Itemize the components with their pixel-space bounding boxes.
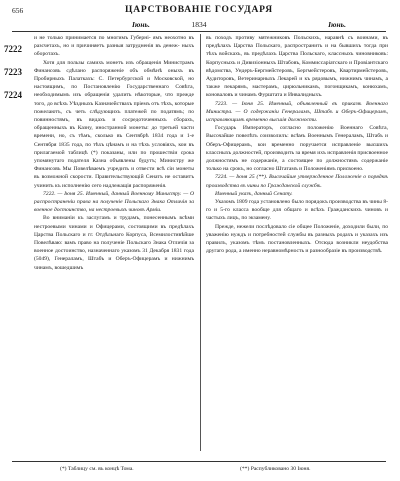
paragraph: Государь Императоръ, согласно положенію Военнаго Совѣта, Высочайше повелѣть соизволилъ: всѣмъ Военнымъ Генераламъ, Штабъ и Оберъ-Офицерамъ, кои временно поручается исправленіе высшихъ классныхъ должностей, производить за время ихъ исправленія присвоенное должностямъ не содержаніе, а состоящее по должностямъ содержаніе только на срокъ, но согласно Штатамъ и Положеніямъ присвоено. — [206, 125, 388, 173]
column-divider — [200, 34, 201, 451]
year: 1834 — [191, 20, 207, 29]
left-column — [34, 34, 194, 272]
decree-title: 7224. — Iюня 25 (**). Высочайше утвержденное Положеніе о порядкѣ производства въ чины по Гражданской службѣ. — [206, 174, 388, 189]
footnote-rule — [12, 461, 386, 462]
margin-number: 7224 — [4, 90, 22, 100]
month-right: Iюнь. — [328, 20, 346, 29]
decree-title: 7223. — Iюня 25. Именный, объявленный въ приказѣ Военнаго Министра. — О содержаніи Генераламъ, Штабъ и Оберъ-Офицерамъ, исправляющимъ временно высшія должности. — [206, 100, 388, 124]
footnote-right: (**) Распубликовано 30 Iюня. — [240, 466, 311, 472]
paragraph: въ походъ противу мятежниковъ Польскихъ, наравнѣ съ воинами, въ предѣлахъ Царства Польскаго, распространить и на бывшихъ тогда при тѣхъ войскахъ, въ предѣлахъ Царства Польскаго, классныхъ чиновниковъ: Корпусныхъ и Дивизіонныхъ Штабовъ, Коммиссаріатскаго и Провіантскаго вѣдомства, Ундеръ-Бергмейстеровъ, Бергмейстеровъ, Квартирмейстеровъ, Аудиторовъ, Ветеринарныхъ Лекарей и къ рядовымъ, нижнимъ чинамъ, а также пекарямъ, мастерамъ, цирюльникамъ, погонщикамъ, конюхамъ, коноваловъ и чинамъ Фурштата и Инвалидныхъ. — [206, 35, 388, 99]
footnote-left: (*) Таблицу см. въ концѣ Тома. — [60, 466, 134, 472]
margin-number: 7223 — [4, 67, 22, 77]
running-title: ЦАРСТВОВАНIЕ ГОСУДАРЯ — [125, 5, 273, 15]
paragraph: Хотя для пользы самихъ монетъ изъ обращенія Министрамъ Финансовъ сдѣлано распоряженіе объ обмѣнѣ оныхъ въ Пробирныхъ Палаткахъ: С. Петербургской и Московской, но настоящимъ, по Постановленію Государственнаго Совѣта, необходимымъ изъ обращенія удалить нѣкоторые, что прежде того, до всѣхъ Уѣздныхъ Казначействахъ пріемъ отъ тѣхъ, которые пожелаютъ, съ четь слѣдующихъ платежей по податямъ; по повинностямъ, въ видахъ и сосредоточенныхъ сборахъ, обращенныхъ въ Казну, иностранной монеты: до третьей части времени, но, съ тѣмъ, сколько въ Сентябрѣ 1834 года и 1-е Сентября 1835 года, по тѣхъ цѣнамъ и на тѣхъ условіяхъ, кои въ прилагаемой таблицѣ (*) показаны, или по прошествіи срока упомянутаго подателя Казна объявлены будутъ; Министру же Финансовъ Мы Повелѣваемъ учредить и отвести всѣ сіи монеты въ возможной скорости. Правительствующій Сенатъ не оставитъ учинить къ исполненію сего надлежащія распоряженія. — [34, 59, 194, 189]
page-number: 656 — [12, 6, 24, 15]
month-left: Iюнь. — [132, 20, 150, 29]
page-header — [12, 6, 386, 18]
paragraph: Во вниманіи къ заслугамъ и трудамъ, понесеннымъ всѣми нестроевыми чинами и Офицерами, состоящими въ предѣлахъ Царства Польскаго и гг. Отдѣльнаго Корпуса, Всемилостивѣйше Повелѣваю: вамъ право на полученіе Польскаго Знака Отличія за военное достоинство, назначеннаго указомъ 31 Декабря 1831 года (5049), Генераламъ, Штабъ и Оберъ-Офицерамъ и нижнимъ чинамъ, вошедшимъ — [34, 215, 194, 271]
decree-title: 7222. — Iюня 25. Именный, данный Военному Министру. — О распространеніи права на полученіе Польскаго Знака Отличія за военное достоинство, на нестроевыхъ чиновъ Арміи. — [34, 190, 194, 214]
paragraph: Указомъ 1809 года установлено было порядокъ производства въ чины 8-го и 5-го класса вообще для общаго и всѣхъ Гражданскихъ чиновъ и частыхъ лицъ, по экзамену. — [206, 199, 388, 222]
decree-subtitle: Именный указъ, данный Сенату. — [215, 190, 293, 197]
margin-number: 7222 — [4, 44, 22, 54]
header-rule — [12, 31, 386, 32]
paragraph: и не только принимается по многимъ Губерні- ямъ неохотно въ разсчетахъ, но и причиняетъ разныя затрудненія въ денеж- ныхъ оборотахъ. — [34, 35, 194, 58]
right-column — [206, 34, 388, 255]
paragraph: Прежде, нежели послѣдовало сіе общее Положеніе, доходили были, по уваженію нуждъ и потребностей службы въ разныхъ родахъ и указахъ изъ правилъ, указомъ тѣмъ постановленныхъ. Отсюда возникли неудобства другаго рода, а именно неравномѣрность и разнообразіе въ производствѣ. — [206, 223, 388, 255]
subheader — [12, 20, 386, 30]
